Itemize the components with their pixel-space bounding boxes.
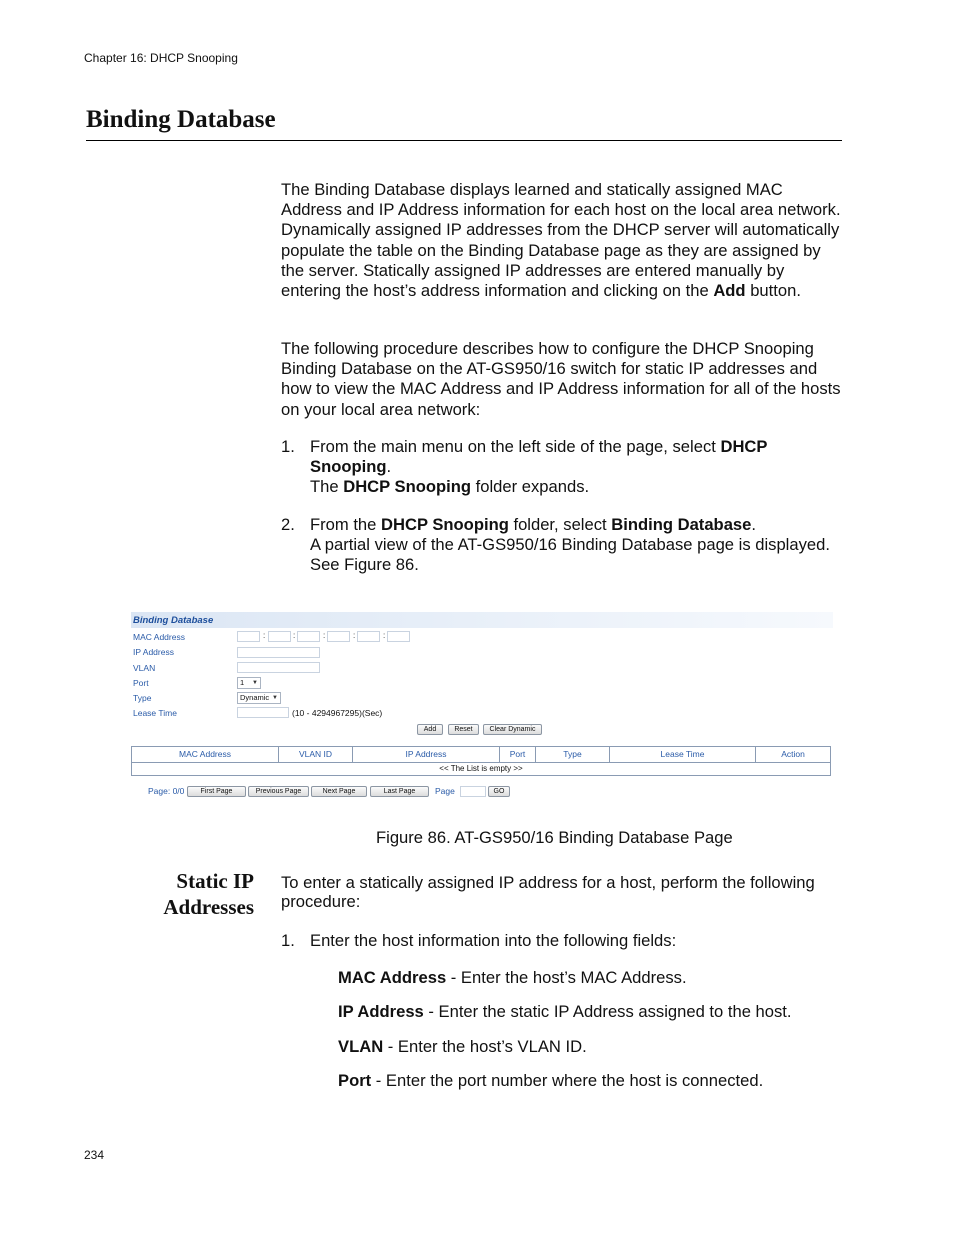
- field-description: [338, 1002, 792, 1022]
- panel-title: Binding Database: [131, 612, 833, 628]
- chevron-down-icon: ▼: [272, 695, 278, 701]
- mac-octet-5-input[interactable]: [357, 631, 380, 642]
- chevron-down-icon: ▼: [252, 680, 258, 686]
- column-header: IP Address: [353, 747, 500, 762]
- subsection-step-number: 1.: [281, 931, 295, 950]
- step-2-text-e: A partial view of the AT-GS950/16 Binding Database page is displayed. See Figure 86.: [310, 535, 830, 575]
- column-header: Type: [536, 747, 610, 762]
- step-1-text-c: .: [386, 457, 392, 477]
- figure-caption: Figure 86. AT-GS950/16 Binding Database Page: [376, 828, 733, 847]
- field-desc-text: - Enter the port number where the host is connected.: [371, 1071, 764, 1090]
- intro-text-a: The Binding Database displays learned and statically assigned MAC Address and IP Address information for each host on the local area network. Dynamically assigned IP addresses from the DHCP server will automatically populate the table on the Binding Database page as they are assigned by the server. Statically assigned IP addresses are entered manually by entering the host’s address information and clicking on the: [281, 180, 841, 301]
- field-description: [338, 968, 687, 988]
- running-header: Chapter 16: DHCP Snooping: [84, 51, 238, 65]
- go-button[interactable]: GO: [488, 786, 510, 797]
- title-rule: [86, 140, 842, 141]
- step-2-text-d: .: [751, 515, 757, 534]
- column-header: Port: [500, 747, 536, 762]
- subsection-intro: To enter a statically assigned IP address for a host, perform the following procedure:: [281, 873, 815, 911]
- page-label: Page: [435, 786, 455, 796]
- field-term: IP Address: [338, 1002, 424, 1021]
- step-1-text-a: From the main menu on the left side of the page, select: [310, 437, 721, 456]
- mac-separator: :: [383, 631, 386, 640]
- mac-separator: :: [353, 631, 356, 640]
- subsection-step-text: Enter the host information into the following fields:: [310, 931, 677, 950]
- add-button[interactable]: Add: [417, 724, 443, 735]
- previous-page-button[interactable]: Previous Page: [248, 786, 309, 797]
- last-page-button[interactable]: Last Page: [370, 786, 429, 797]
- vlan-input[interactable]: [237, 662, 320, 673]
- vlan-label: VLAN: [133, 663, 156, 673]
- step-1-text-d: The: [310, 477, 344, 497]
- step-1-bold-1: DHCP Snooping: [310, 437, 768, 477]
- step-1-text-e: folder expands.: [471, 477, 590, 497]
- mac-octet-2-input[interactable]: [268, 631, 291, 642]
- step-2-body: [310, 515, 840, 576]
- port-label: Port: [133, 678, 149, 688]
- field-term: Port: [338, 1071, 372, 1090]
- mac-octet-4-input[interactable]: [327, 631, 350, 642]
- step-2-bold-1: DHCP Snooping: [381, 515, 509, 534]
- field-desc-text: - Enter the host’s MAC Address.: [446, 968, 687, 987]
- reset-button[interactable]: Reset: [448, 724, 479, 735]
- intro-text-bold: Add: [713, 281, 746, 301]
- step-2-bold-2: Binding Database: [611, 515, 752, 534]
- mac-separator: :: [323, 631, 326, 640]
- field-desc-text: - Enter the static IP Address assigned to the host.: [423, 1002, 792, 1021]
- page-info: Page: 0/0: [148, 786, 185, 796]
- ip-address-input[interactable]: [237, 647, 320, 658]
- port-select-value: 1: [240, 678, 245, 687]
- column-header: Action: [781, 749, 805, 759]
- subsection-title-line-1: Static IP: [176, 869, 254, 893]
- field-term: MAC Address: [338, 968, 447, 987]
- table-header-row: [132, 747, 830, 763]
- mac-separator: :: [263, 631, 266, 640]
- intro-text-b: button.: [745, 281, 801, 301]
- mac-separator: :: [293, 631, 296, 640]
- mac-address-label: MAC Address: [133, 632, 185, 642]
- subsection-title-line-2: Addresses: [163, 895, 254, 919]
- column-header: VLAN ID: [279, 747, 353, 762]
- type-select[interactable]: [237, 692, 281, 704]
- next-page-button[interactable]: Next Page: [311, 786, 367, 797]
- mac-octet-3-input[interactable]: [297, 631, 320, 642]
- table-empty-row: << The List is empty >>: [439, 764, 523, 773]
- ip-address-label: IP Address: [133, 647, 174, 657]
- first-page-button[interactable]: First Page: [187, 786, 246, 797]
- step-2-number: 2.: [281, 515, 295, 534]
- binding-table: [131, 746, 831, 776]
- field-desc-text: - Enter the host’s VLAN ID.: [383, 1037, 587, 1056]
- binding-database-screenshot: [131, 612, 831, 802]
- field-description: [338, 1071, 763, 1091]
- lease-time-input[interactable]: [237, 707, 289, 718]
- subsection-title: [130, 868, 254, 920]
- mac-octet-6-input[interactable]: [387, 631, 410, 642]
- column-header: MAC Address: [132, 747, 279, 762]
- step-1-number: 1.: [281, 437, 295, 456]
- mac-octet-1-input[interactable]: [237, 631, 260, 642]
- column-header: Lease Time: [610, 747, 756, 762]
- clear-dynamic-button[interactable]: Clear Dynamic: [483, 724, 542, 735]
- section-title: Binding Database: [86, 106, 276, 133]
- lease-time-label: Lease Time: [133, 708, 177, 718]
- type-label: Type: [133, 693, 152, 703]
- page-number-input[interactable]: [460, 786, 486, 797]
- lease-time-hint: (10 - 4294967295)(Sec): [292, 708, 383, 718]
- port-select[interactable]: [237, 677, 261, 689]
- type-select-value: Dynamic: [240, 693, 270, 702]
- step-1-body: [310, 437, 840, 498]
- page-number: 234: [84, 1148, 105, 1162]
- pagination-bar: [148, 785, 668, 799]
- step-1-bold-2: DHCP Snooping: [343, 477, 472, 497]
- step-2-text-a: From the: [310, 515, 382, 534]
- step-2-text-c: folder, select: [508, 515, 612, 534]
- field-description: [338, 1037, 587, 1057]
- field-term: VLAN: [338, 1037, 384, 1056]
- intro-paragraph: [281, 180, 841, 301]
- procedure-paragraph: The following procedure describes how to configure the DHCP Snooping Binding Database on the AT-GS950/16 switch for static IP addresses and how to view the MAC Address and IP Address information for all of the hosts on your local area network:: [281, 339, 841, 419]
